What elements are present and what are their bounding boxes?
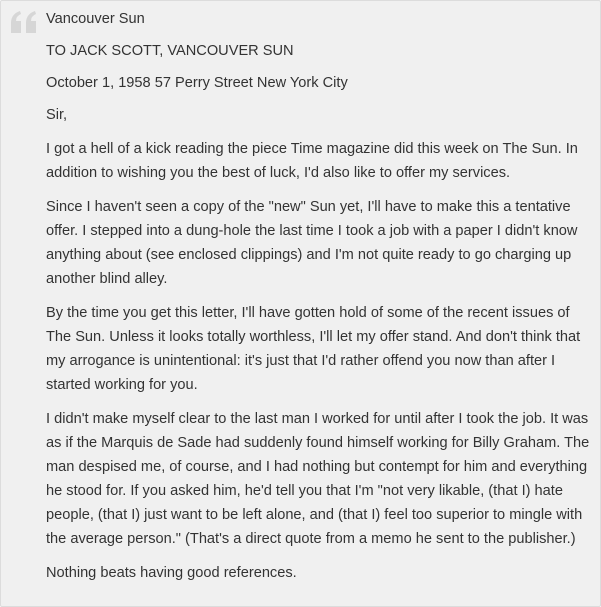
quote-mark-icon	[9, 11, 39, 33]
letter-heading: TO JACK SCOTT, VANCOUVER SUN	[46, 43, 294, 59]
letter-paragraph: I got a hell of a kick reading the piece Time magazine did this week on The Sun. In addition to wishing you the best of luck, I'd also like to offer my services.	[46, 141, 578, 181]
letter-paragraph: By the time you get this letter, I'll have gotten hold of some of the recent issues of The Sun. Unless it looks totally worthless, I'll let my offer stand. And don't think that my arrogance is unintentional: it's just that I'd rather offend you now than after I started working for you.	[46, 305, 581, 393]
letter-date-address: October 1, 1958 57 Perry Street New York City	[46, 75, 348, 91]
letter-source: Vancouver Sun	[46, 11, 145, 27]
letter-paragraph: I didn't make myself clear to the last man I worked for until after I took the job. It was as if the Marquis de Sade had suddenly found himself working for Billy Graham. The man despised me, of course, and I had nothing but contempt for him and everything he stood for. If you asked him, he'd tell you that I'm "not very likable, (that I) hate people, (that I) just want to be left alone, and (that I) feel too superior to mingle with the average person." (That's a direct quote from a memo he sent to the publisher.)	[46, 411, 590, 547]
letter-salutation: Sir,	[46, 107, 68, 123]
letter-paragraph: Nothing beats having good references.	[46, 565, 297, 581]
letter-paragraph: Since I haven't seen a copy of the "new" Sun yet, I'll have to make this a tentative offer. I stepped into a dung-hole the last time I took a job with a paper I didn't know anything about (see enclosed clippings) and I'm not quite ready to go charging up another blind alley.	[46, 199, 578, 287]
letter-body	[46, 1, 594, 585]
